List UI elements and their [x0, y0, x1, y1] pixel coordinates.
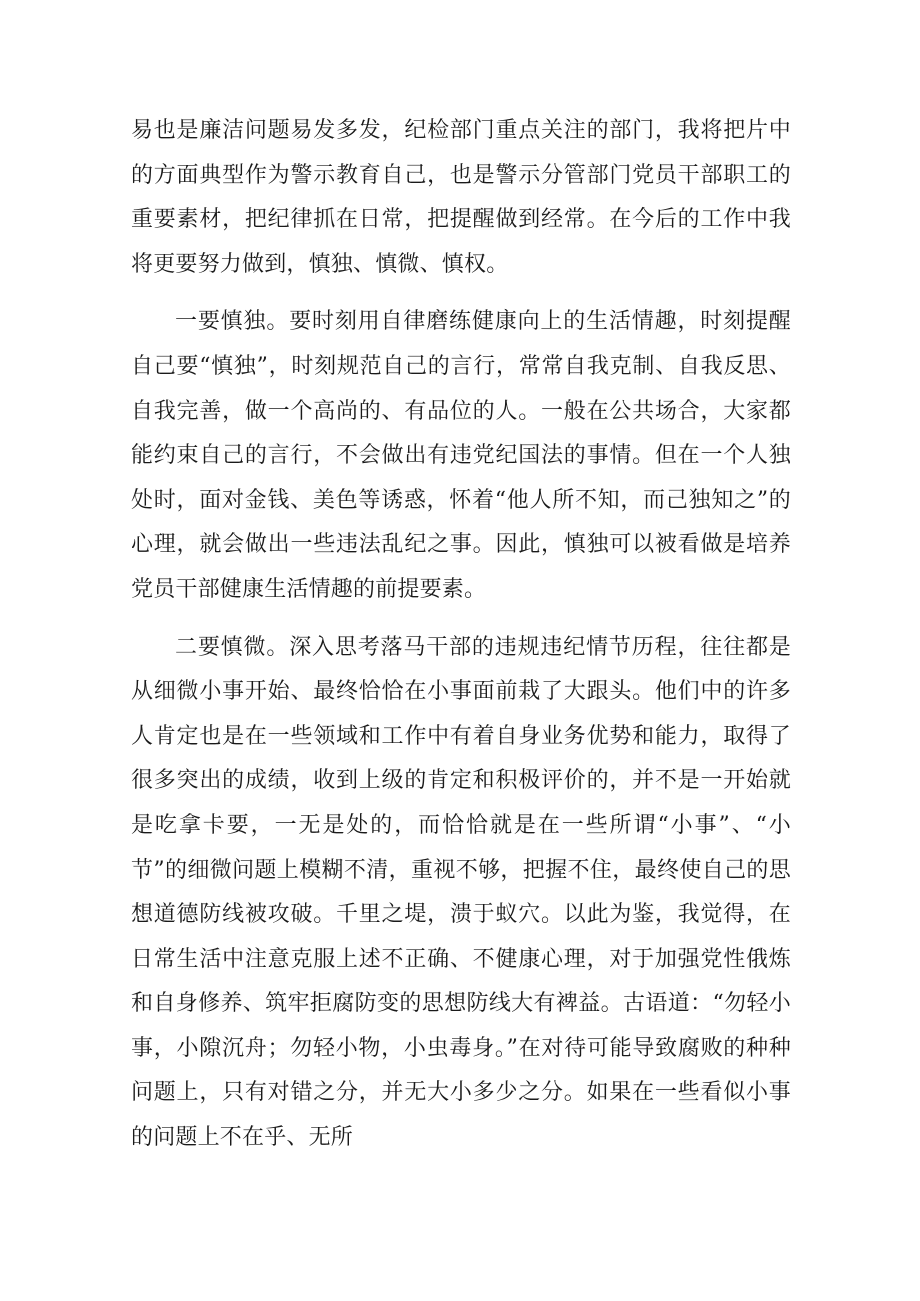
document-body	[131, 109, 791, 1174]
paragraph-continuation: 易也是廉洁问题易发多发，纪检部门重点关注的部门，我将把片中的方面典型作为警示教育自己，也是警示分管部门党员干部职工的重要素材，把纪律抓在日常，把提醒做到经常。在今后的工作中我将更要努力做到，慎独、慎微、慎权。	[131, 118, 791, 277]
paragraph-shendu: 一要慎独。要时刻用自律磨练健康向上的生活情趣，时刻提醒自己要“慎独”，时刻规范自己的言行，常常自我克制、自我反思、自我完善，做一个高尚的、有品位的人。一般在公共场合，大家都能约束自己的言行，不会做出有违党纪国法的事情。但在一个人独处时，面对金钱、美色等诱惑，怀着“他人所不知，而己独知之”的心理，就会做出一些违法乱纪之事。因此，慎独可以被看做是培养党员干部健康生活情趣的前提要素。	[131, 309, 791, 602]
paragraph-shenwei: 二要慎微。深入思考落马干部的违规违纪情节历程，往往都是从细微小事开始、最终恰恰在小事面前栽了大跟头。他们中的许多人肯定也是在一些领域和工作中有着自身业务优势和能力，取得了很多突出的成绩，收到上级的肯定和积极评价的，并不是一开始就是吃拿卡要，一无是处的，而恰恰就是在一些所谓“小事”、“小节”的细微问题上模糊不清，重视不够，把握不住，最终使自己的思想道德防线被攻破。千里之堤，溃于蚁穴。以此为鉴，我觉得，在日常生活中注意克服上述不正确、不健康心理，对于加强党性俄炼和自身修养、筑牢拒腐防变的思想防线大有裨益。古语道：“勿轻小事，小隙沉舟；勿轻小物，小虫毒身。”在对待可能导致腐败的种种问题上，只有对错之分，并无大小多少之分。如果在一些看似小事的问题上不在乎、无所	[131, 634, 791, 1151]
